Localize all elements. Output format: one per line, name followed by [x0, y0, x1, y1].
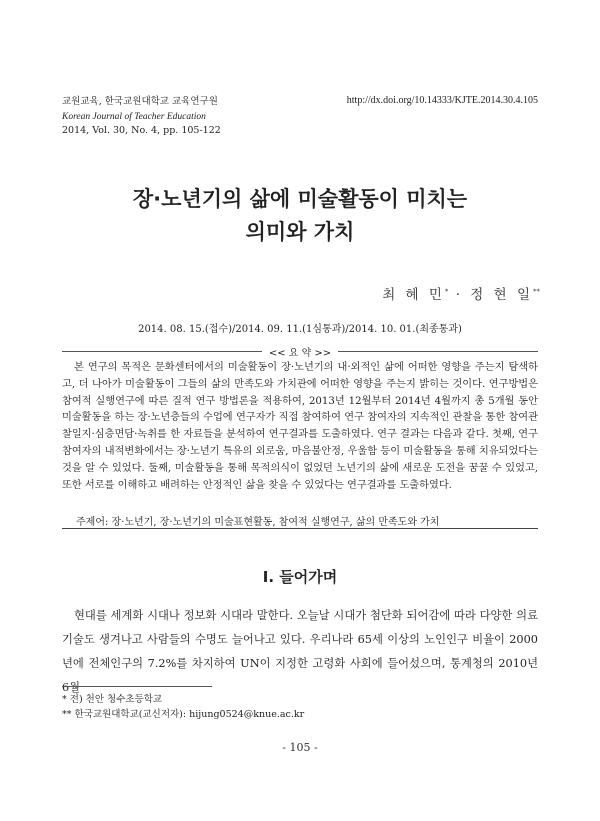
- author-list: [382, 283, 540, 303]
- title-line-1: 장·노년기의 삶에 미술활동이 미치는: [132, 187, 468, 211]
- journal-name-en: Korean Journal of Teacher Education: [62, 111, 206, 122]
- article-title: [0, 183, 600, 249]
- journal-name-kr: 교원교육, 한국교원대학교 교육연구원: [62, 96, 218, 107]
- abstract-text: 본 연구의 목적은 문화센터에서의 미술활동이 장·노년기의 내·외적인 삶에 어떠한 영향을 주는지 탐색하고, 더 나아가 미술활동이 그들의 삶의 만족도와 가치관에 어떠한 영향을 주는지 밝히는 것이다. 연구방법은 참여적 실행연구에 따른 질적 연구 방법론을 적용하여, 2013년 12월부터 2014년 4월까지 총 5개월 동안 미술활동을 하는 장·노년층들의 수업에 연구자가 직접 참여하여 연구 참여자의 지속적인 관찰을 통한 참여관찰일지·심층면담·녹취를 한 자료들을 분석하여 연구결과를 도출하였다. 연구 결과는 다음과 같다. 첫째, 연구참여자의 내적변화에서는 장·노년기 특유의 외로움, 마음불안정, 우울함 등이 미술활동을 통해 치유되었다는 것을 알 수 있었다. 둘째, 미술활동을 통해 목적의식이 없었던 노년기의 삶에 새로운 도전을 꿈꿀 수 있었고, 또한 서로를 이해하고 배려하는 안정적인 삶을 찾을 수 있었다는 연구결과를 도출하였다.: [62, 362, 538, 491]
- journal-volume: 2014, Vol. 30, No. 4, pp. 105-122: [62, 125, 221, 136]
- keywords-divider: [62, 528, 538, 529]
- author-1-mark: *: [444, 287, 449, 296]
- abstract-heading: [62, 344, 538, 358]
- footnotes: [62, 692, 304, 722]
- author-2: 정 현 일: [470, 287, 533, 303]
- footnote-1: * 전) 천안 청수초등학교: [62, 694, 163, 705]
- doi-link[interactable]: http://dx.doi.org/10.14333/KJTE.2014.30.4.105: [346, 95, 538, 106]
- title-line-2: 의미와 가치: [245, 220, 355, 244]
- abstract-rule-right: [338, 351, 538, 352]
- footnote-2: ** 한국교원대학교(교신저자): hijung0524@knue.ac.kr: [62, 709, 305, 720]
- body-paragraph: 현대를 세계화 시대나 정보화 시대라 말한다. 오늘날 시대가 첨단화 되어감에 따라 다양한 의료기술도 생겨나고 사람들의 수명도 늘어나고 있다. 우리나라 65세 이상의 노인인구 비율이 2000년에 전체인구의 7.2%를 차지하여 UN이 지정한 고령화 사회에 들어섰으며, 통계청의 2010년 6월: [62, 609, 538, 694]
- footnote-divider: [62, 686, 212, 687]
- abstract-label: << 요 약 >>: [268, 348, 332, 359]
- keywords: 주제어: 장·노년기, 장·노년기의 미술표현활동, 참여적 실행연구, 삶의 만족도와 가치: [76, 517, 440, 528]
- author-separator: ·: [448, 287, 471, 303]
- author-2-mark: **: [533, 287, 540, 296]
- journal-info: [62, 95, 221, 139]
- submission-dates: 2014. 08. 15.(접수)/2014. 09. 11.(1심통과)/2014. 10. 01.(최종통과): [138, 324, 462, 335]
- section-heading: Ⅰ. 들어가며: [262, 568, 338, 586]
- page-number: - 105 -: [282, 741, 318, 754]
- author-1: 최 혜 민: [382, 287, 445, 303]
